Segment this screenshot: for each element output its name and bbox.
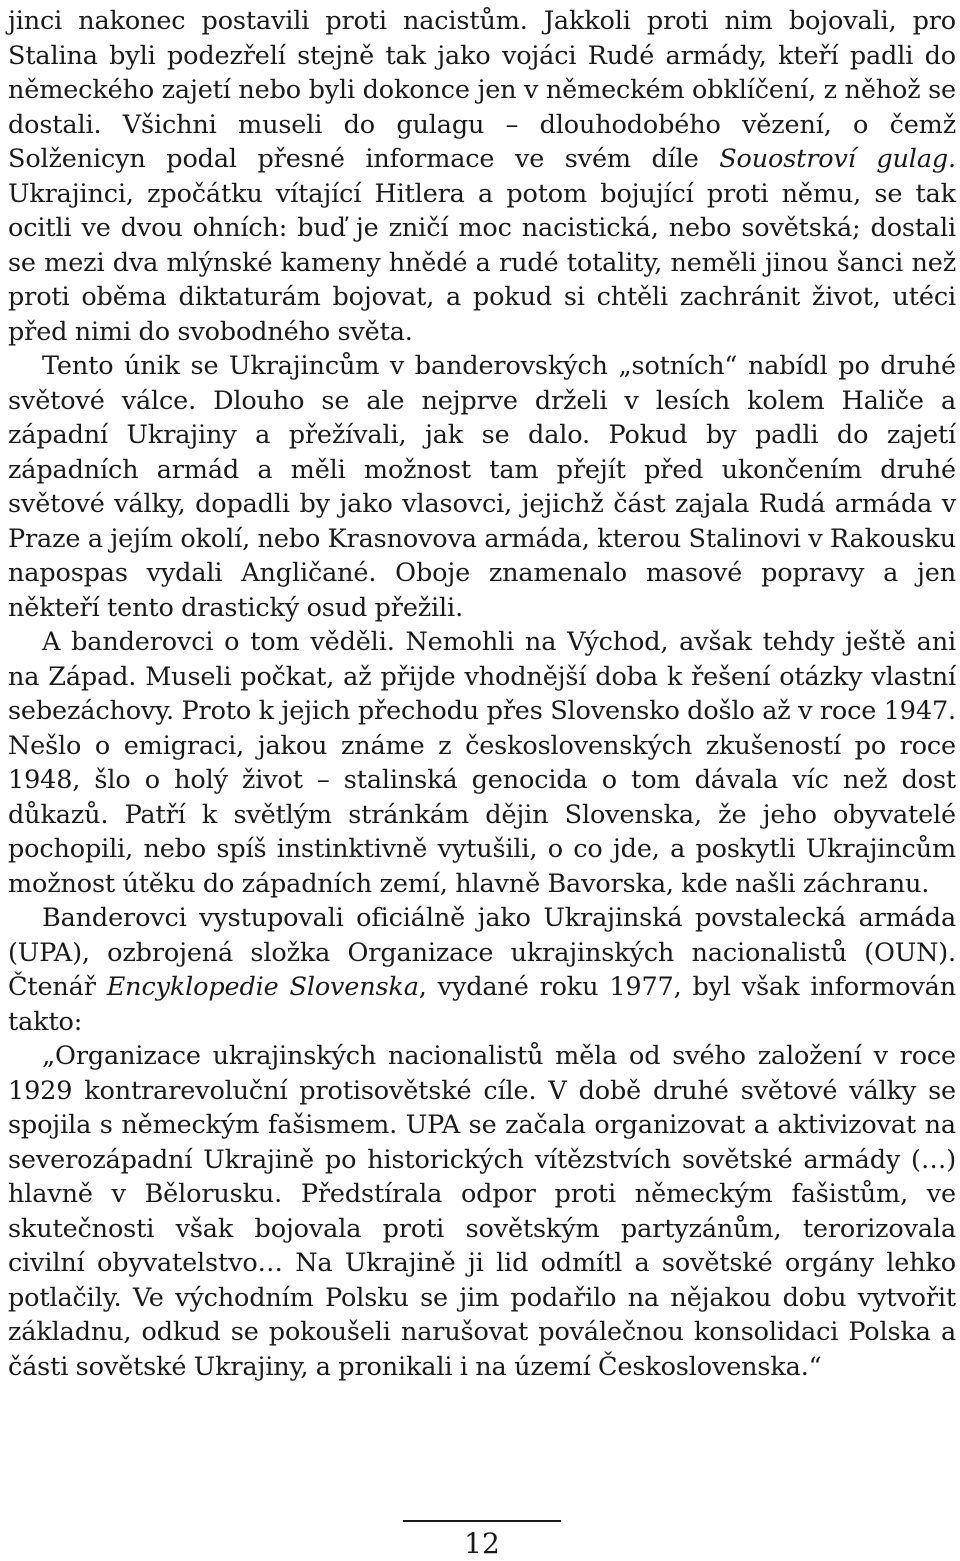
page-number: 12 [464, 1527, 500, 1560]
paragraph: Tento únik se Ukrajincům v banderovských „sotních“ nabídl po druhé světové válce. Dlouho se ale nejprve drželi v lesích kolem Haliče a západní Ukrajiny a přežívali, jak se dalo. Pokud by padli do zajetí západních armád a měli možnost tam přejít před ukončením druhé světové války, dopadli by jako vlasovci, jejichž část zajala Rudá armáda v Praze a jejím okolí, nebo Krasnovova armáda, kterou Stalinovi v Rakousku napospas vydali Angličané. Oboje znamenalo masové popravy a jen někteří tento drastický osud přežili. [8, 351, 956, 623]
quotation-paragraph: „Organizace ukrajinských nacionalistů měla od svého založení v roce 1929 kontrarevoluční protisovětské cíle. V době druhé světové války se spojila s německým fašismem. UPA se začala organizovat a aktivizovat na severozápadní Ukrajině po historických vítězstvích sovětské armády (…) hlavně v Bělorusku. Předstírala odpor proti německým fašistům, ve skutečnosti však bojovala proti sovětským partyzánům, terorizovala civilní obyvatelstvo… Na Ukrajině ji lid odmítl a sovětské orgány lehko potlačily. Ve východním Polsku se jim podařilo na nějakou dobu vytvořit základnu, odkud se pokoušeli narušovat poválečnou konsolidaci Polska a části sovětské Ukrajiny, a pronikali i na území Československa.“ [8, 1041, 956, 1382]
paragraph-text: , vydané roku 1977, byl však informován takto: [8, 972, 956, 1037]
paragraph-continuation [8, 4, 956, 349]
paragraph-text: Ukrajinci, zpočátku vítající Hitlera a potom bojující proti němu, se tak ocitli ve dvou ohních: buď je zničí moc nacistická, nebo sovětská; dostali se mezi dva mlýnské kameny hnědé a rudé totality, neměli jinou šanci než proti oběma diktaturám bojovat, a pokud si chtěli zachránit život, utéci před nimi do svobodného světa. [8, 178, 956, 347]
paragraph-text: jinci nakonec postavili proti nacistům. Jakkoli proti nim bojovali, pro Stalina byli podezřelí stejně tak jako vojáci Rudé armády, kteří padli do německého zajetí nebo byli dokonce jen v německém obklíčení, z něhož se dostali. Všichni museli do gulagu – dlouhodobého vězení, o čemž Solženicyn podal přesné informace ve svém díle [8, 6, 956, 174]
book-page [8, 4, 956, 1384]
paragraph [8, 901, 956, 1039]
italic-book-title: Souostroví gulag. [719, 144, 956, 174]
italic-book-title: Encyklopedie Slovenska [106, 972, 419, 1002]
paragraph: A banderovci o tom věděli. Nemohli na Východ, avšak tehdy ještě ani na Západ. Museli počkat, až přijde vhodnější doba k řešení otázky vlastní sebezáchovy. Proto k jejich přechodu přes Slovensko došlo až v roce 1947. Nešlo o emigraci, jakou známe z československých zkušeností po roce 1948, šlo o holý život – stalinská genocida o tom dávala víc než dost důkazů. Patří k světlým stránkám dějin Slovenska, že jeho obyvatelé pochopili, nebo spíš instinktivně vytušili, o co jde, a poskytli Ukrajincům možnost útěku do západních zemí, hlavně Bavorska, kde našli záchranu. [8, 627, 956, 899]
footer-rule [403, 1520, 561, 1522]
page-footer [0, 1520, 960, 1561]
paragraph-text: Banderovci vystupovali oficiálně jako Ukrajinská povstalecká armáda (UPA), ozbrojená složka Organizace ukrajinských nacionalistů (OUN). Čtenář [8, 903, 956, 1002]
